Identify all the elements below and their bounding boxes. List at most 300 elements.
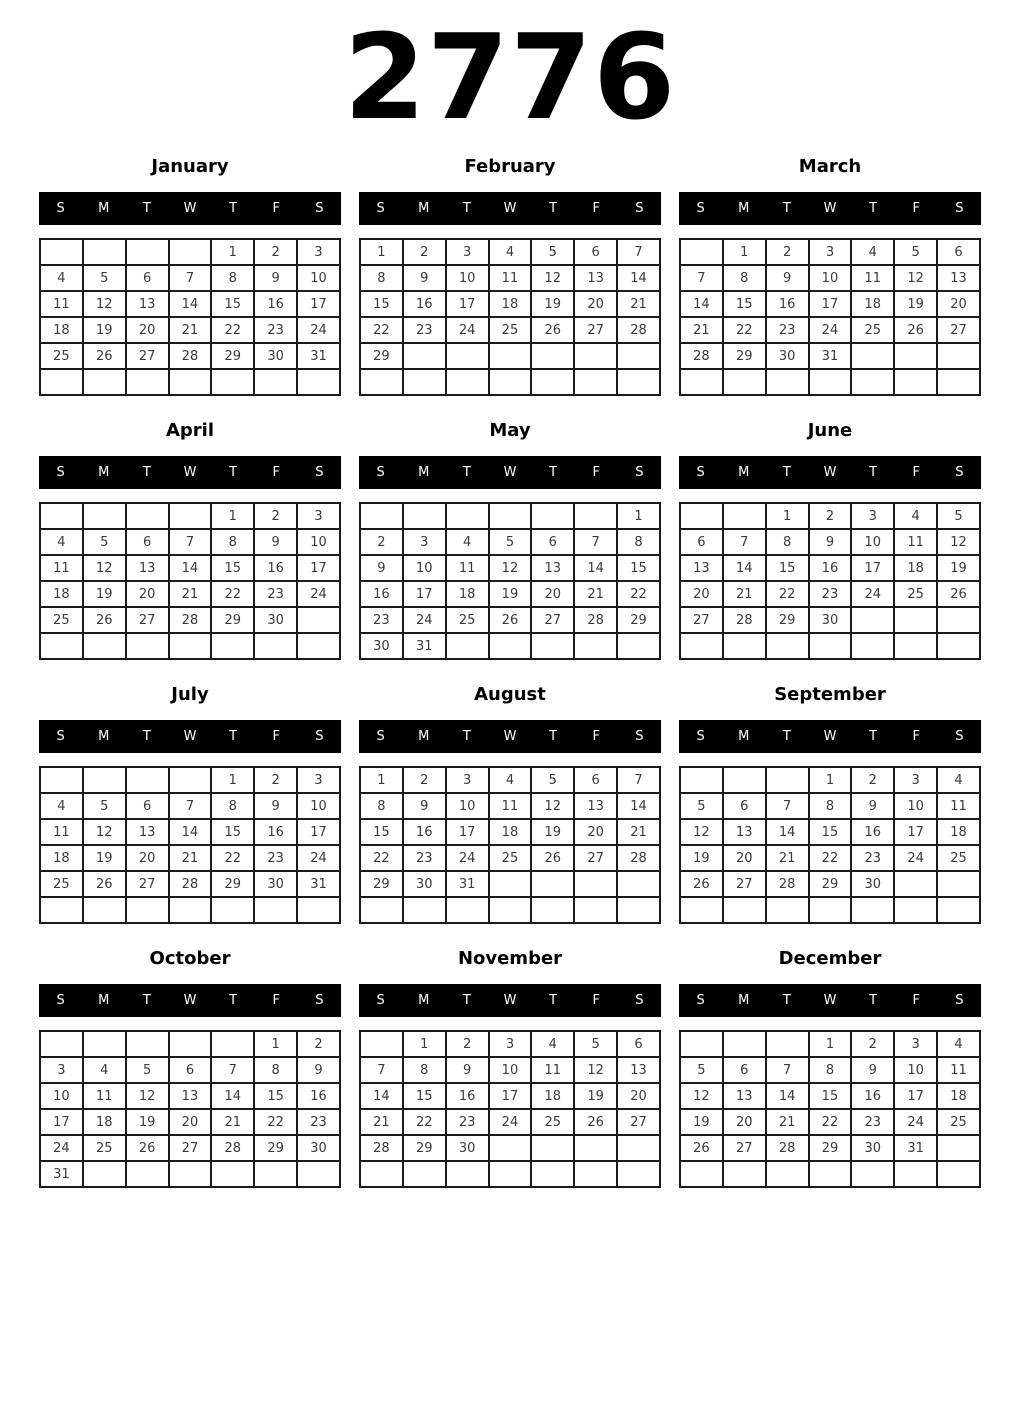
day-cell: 29 xyxy=(360,871,403,897)
day-cell: 30 xyxy=(766,343,809,369)
weekday-label: M xyxy=(418,729,430,744)
day-cell: 28 xyxy=(360,1135,403,1161)
week-row xyxy=(40,871,340,897)
day-cell: 27 xyxy=(126,343,169,369)
month-block xyxy=(679,684,981,924)
day-cell: 27 xyxy=(126,871,169,897)
day-cell: 13 xyxy=(169,1083,212,1109)
day-cell: 4 xyxy=(851,239,894,265)
day-cell: 31 xyxy=(809,343,852,369)
week-row xyxy=(360,369,660,395)
day-cell-empty xyxy=(680,1031,723,1057)
weekday-label: F xyxy=(272,465,281,480)
week-row xyxy=(360,633,660,659)
day-cell: 18 xyxy=(851,291,894,317)
day-cell-empty xyxy=(531,633,574,659)
day-cell: 6 xyxy=(723,1057,766,1083)
month-title: January xyxy=(151,156,229,177)
day-cell: 17 xyxy=(40,1109,83,1135)
day-cell-empty xyxy=(894,871,937,897)
day-cell: 10 xyxy=(297,529,340,555)
day-cell: 3 xyxy=(489,1031,532,1057)
month-title: March xyxy=(798,156,862,177)
month-block xyxy=(359,684,661,924)
day-cell-empty xyxy=(937,1161,980,1187)
day-cell: 5 xyxy=(83,265,126,291)
day-cell: 3 xyxy=(851,503,894,529)
day-cell: 27 xyxy=(169,1135,212,1161)
day-cell-empty xyxy=(894,897,937,923)
day-cell: 23 xyxy=(403,317,446,343)
day-cell: 24 xyxy=(894,1109,937,1135)
day-cell: 3 xyxy=(403,529,446,555)
day-cell: 10 xyxy=(809,265,852,291)
day-cell-empty xyxy=(254,897,297,923)
day-cell: 29 xyxy=(809,871,852,897)
month-day-grid xyxy=(679,1030,981,1188)
week-row xyxy=(40,1031,340,1057)
day-cell: 9 xyxy=(254,265,297,291)
week-row xyxy=(40,793,340,819)
day-cell: 30 xyxy=(254,871,297,897)
day-cell-empty xyxy=(126,897,169,923)
day-cell: 19 xyxy=(894,291,937,317)
day-cell: 19 xyxy=(83,317,126,343)
day-cell: 11 xyxy=(531,1057,574,1083)
day-cell-empty xyxy=(446,503,489,529)
weekday-label: W xyxy=(823,201,837,216)
day-cell: 14 xyxy=(169,555,212,581)
day-cell: 23 xyxy=(766,317,809,343)
day-cell: 6 xyxy=(169,1057,212,1083)
month-day-grid xyxy=(39,238,341,396)
day-cell: 2 xyxy=(446,1031,489,1057)
week-row xyxy=(680,793,980,819)
day-cell: 31 xyxy=(894,1135,937,1161)
day-cell-empty xyxy=(937,897,980,923)
day-cell-empty xyxy=(851,1161,894,1187)
day-cell: 18 xyxy=(937,1083,980,1109)
day-cell: 7 xyxy=(680,265,723,291)
day-cell: 26 xyxy=(531,845,574,871)
day-cell: 25 xyxy=(531,1109,574,1135)
week-row xyxy=(360,819,660,845)
day-cell: 21 xyxy=(617,819,660,845)
month-day-grid xyxy=(359,502,661,660)
day-cell: 24 xyxy=(297,581,340,607)
day-cell-empty xyxy=(680,1161,723,1187)
day-cell: 25 xyxy=(40,607,83,633)
month-title: December xyxy=(778,948,882,969)
day-cell: 15 xyxy=(617,555,660,581)
day-cell-empty xyxy=(809,369,852,395)
day-cell: 16 xyxy=(403,291,446,317)
day-cell-empty xyxy=(254,369,297,395)
day-cell-empty xyxy=(83,239,126,265)
day-cell: 9 xyxy=(360,555,403,581)
day-cell: 2 xyxy=(254,767,297,793)
weekday-label: W xyxy=(503,993,517,1008)
week-row xyxy=(360,1057,660,1083)
day-cell: 25 xyxy=(446,607,489,633)
day-cell: 2 xyxy=(360,529,403,555)
weekday-header-row xyxy=(39,720,341,753)
day-cell: 13 xyxy=(126,291,169,317)
day-cell: 28 xyxy=(617,317,660,343)
day-cell: 30 xyxy=(851,1135,894,1161)
day-cell-empty xyxy=(809,633,852,659)
day-cell: 12 xyxy=(83,291,126,317)
day-cell-empty xyxy=(766,1031,809,1057)
month-block xyxy=(679,420,981,660)
day-cell-empty xyxy=(446,1161,489,1187)
weekday-label: M xyxy=(98,729,110,744)
day-cell: 24 xyxy=(809,317,852,343)
day-cell-empty xyxy=(809,897,852,923)
week-row xyxy=(40,581,340,607)
day-cell: 5 xyxy=(83,793,126,819)
day-cell-empty xyxy=(617,1135,660,1161)
month-title: April xyxy=(165,420,215,441)
weekday-label: T xyxy=(869,201,878,216)
day-cell-empty xyxy=(254,1161,297,1187)
day-cell-empty xyxy=(83,897,126,923)
day-cell: 4 xyxy=(40,529,83,555)
day-cell: 31 xyxy=(446,871,489,897)
month-block xyxy=(39,684,341,924)
day-cell-empty xyxy=(446,343,489,369)
day-cell-empty xyxy=(211,633,254,659)
weekday-label: S xyxy=(315,201,324,216)
weekday-label: S xyxy=(955,993,964,1008)
day-cell-empty xyxy=(574,871,617,897)
month-block xyxy=(359,420,661,660)
day-cell: 9 xyxy=(254,529,297,555)
day-cell: 23 xyxy=(254,581,297,607)
day-cell: 20 xyxy=(617,1083,660,1109)
day-cell: 16 xyxy=(297,1083,340,1109)
day-cell: 5 xyxy=(489,529,532,555)
day-cell-empty xyxy=(531,897,574,923)
day-cell: 7 xyxy=(617,767,660,793)
weekday-label: T xyxy=(782,465,791,480)
week-row xyxy=(40,633,340,659)
day-cell: 19 xyxy=(126,1109,169,1135)
day-cell: 1 xyxy=(211,239,254,265)
day-cell: 20 xyxy=(531,581,574,607)
week-row xyxy=(360,1109,660,1135)
weekday-label: W xyxy=(183,465,197,480)
day-cell: 23 xyxy=(851,1109,894,1135)
day-cell: 16 xyxy=(254,291,297,317)
day-cell-empty xyxy=(809,1161,852,1187)
month-day-grid xyxy=(39,502,341,660)
weekday-label: S xyxy=(315,993,324,1008)
day-cell: 29 xyxy=(809,1135,852,1161)
day-cell: 27 xyxy=(574,317,617,343)
day-cell: 1 xyxy=(766,503,809,529)
month-block xyxy=(39,156,341,396)
day-cell: 7 xyxy=(766,1057,809,1083)
day-cell: 19 xyxy=(531,291,574,317)
weekday-label: W xyxy=(823,993,837,1008)
months-grid xyxy=(0,138,1020,1188)
day-cell: 18 xyxy=(40,317,83,343)
day-cell: 19 xyxy=(680,845,723,871)
day-cell-empty xyxy=(531,871,574,897)
day-cell: 15 xyxy=(766,555,809,581)
day-cell-empty xyxy=(574,503,617,529)
day-cell: 20 xyxy=(126,845,169,871)
day-cell: 11 xyxy=(894,529,937,555)
week-row xyxy=(360,1083,660,1109)
weekday-label: S xyxy=(696,993,705,1008)
week-row xyxy=(40,291,340,317)
day-cell: 6 xyxy=(574,239,617,265)
weekday-label: S xyxy=(376,201,385,216)
day-cell: 21 xyxy=(574,581,617,607)
day-cell: 7 xyxy=(617,239,660,265)
day-cell-empty xyxy=(446,633,489,659)
day-cell: 24 xyxy=(489,1109,532,1135)
day-cell: 8 xyxy=(254,1057,297,1083)
day-cell: 12 xyxy=(83,555,126,581)
day-cell: 11 xyxy=(489,265,532,291)
week-row xyxy=(40,1083,340,1109)
day-cell: 3 xyxy=(894,767,937,793)
day-cell-empty xyxy=(254,633,297,659)
day-cell-empty xyxy=(894,1161,937,1187)
week-row xyxy=(680,819,980,845)
week-row xyxy=(360,529,660,555)
weekday-label: S xyxy=(635,465,644,480)
day-cell: 9 xyxy=(766,265,809,291)
day-cell: 13 xyxy=(723,819,766,845)
weekday-header-row xyxy=(679,720,981,753)
week-row xyxy=(360,581,660,607)
day-cell: 8 xyxy=(211,265,254,291)
day-cell: 21 xyxy=(169,317,212,343)
day-cell: 30 xyxy=(254,607,297,633)
day-cell: 25 xyxy=(40,871,83,897)
day-cell-empty xyxy=(937,633,980,659)
day-cell: 23 xyxy=(403,845,446,871)
day-cell-empty xyxy=(403,369,446,395)
day-cell-empty xyxy=(489,871,532,897)
day-cell: 4 xyxy=(937,767,980,793)
day-cell-empty xyxy=(723,503,766,529)
day-cell: 15 xyxy=(809,819,852,845)
day-cell-empty xyxy=(766,767,809,793)
week-row xyxy=(680,607,980,633)
day-cell-empty xyxy=(531,343,574,369)
day-cell: 14 xyxy=(617,265,660,291)
week-row xyxy=(40,897,340,923)
day-cell: 30 xyxy=(360,633,403,659)
day-cell: 22 xyxy=(360,845,403,871)
weekday-label: M xyxy=(98,993,110,1008)
day-cell: 4 xyxy=(894,503,937,529)
week-row xyxy=(680,369,980,395)
day-cell-empty xyxy=(169,1031,212,1057)
day-cell: 15 xyxy=(211,819,254,845)
day-cell: 28 xyxy=(680,343,723,369)
weekday-label: S xyxy=(635,201,644,216)
week-row xyxy=(680,529,980,555)
day-cell: 3 xyxy=(446,767,489,793)
weekday-label: T xyxy=(782,729,791,744)
day-cell: 21 xyxy=(169,581,212,607)
day-cell-empty xyxy=(680,633,723,659)
day-cell: 28 xyxy=(169,343,212,369)
day-cell: 12 xyxy=(574,1057,617,1083)
weekday-label: T xyxy=(549,465,558,480)
day-cell-empty xyxy=(40,369,83,395)
day-cell: 13 xyxy=(723,1083,766,1109)
month-title: July xyxy=(171,684,209,705)
day-cell: 24 xyxy=(40,1135,83,1161)
day-cell: 15 xyxy=(360,291,403,317)
day-cell-empty xyxy=(40,633,83,659)
day-cell: 15 xyxy=(403,1083,446,1109)
weekday-label: F xyxy=(912,729,921,744)
day-cell: 20 xyxy=(937,291,980,317)
day-cell: 4 xyxy=(446,529,489,555)
day-cell: 17 xyxy=(894,1083,937,1109)
day-cell: 2 xyxy=(809,503,852,529)
week-row xyxy=(40,1109,340,1135)
day-cell-empty xyxy=(531,503,574,529)
day-cell: 23 xyxy=(851,845,894,871)
day-cell: 12 xyxy=(937,529,980,555)
weekday-header-row xyxy=(359,456,661,489)
day-cell: 10 xyxy=(40,1083,83,1109)
weekday-label: W xyxy=(183,993,197,1008)
day-cell: 18 xyxy=(40,581,83,607)
day-cell: 21 xyxy=(360,1109,403,1135)
week-row xyxy=(680,239,980,265)
day-cell-empty xyxy=(617,369,660,395)
week-row xyxy=(40,529,340,555)
day-cell: 13 xyxy=(126,555,169,581)
day-cell-empty xyxy=(894,607,937,633)
day-cell: 28 xyxy=(617,845,660,871)
day-cell: 23 xyxy=(297,1109,340,1135)
day-cell: 12 xyxy=(531,793,574,819)
day-cell: 30 xyxy=(403,871,446,897)
week-row xyxy=(360,1135,660,1161)
day-cell-empty xyxy=(937,343,980,369)
day-cell-empty xyxy=(851,633,894,659)
day-cell-empty xyxy=(211,1031,254,1057)
day-cell: 29 xyxy=(360,343,403,369)
week-row xyxy=(360,265,660,291)
day-cell: 11 xyxy=(83,1083,126,1109)
day-cell-empty xyxy=(83,767,126,793)
day-cell-empty xyxy=(403,897,446,923)
day-cell-empty xyxy=(169,633,212,659)
day-cell-empty xyxy=(574,1135,617,1161)
day-cell: 26 xyxy=(574,1109,617,1135)
day-cell-empty xyxy=(894,633,937,659)
day-cell: 22 xyxy=(360,317,403,343)
day-cell: 22 xyxy=(617,581,660,607)
day-cell: 19 xyxy=(531,819,574,845)
day-cell-empty xyxy=(446,897,489,923)
weekday-label: T xyxy=(869,465,878,480)
day-cell: 14 xyxy=(360,1083,403,1109)
week-row xyxy=(360,845,660,871)
weekday-label: S xyxy=(315,729,324,744)
day-cell: 29 xyxy=(403,1135,446,1161)
weekday-label: F xyxy=(272,993,281,1008)
day-cell: 18 xyxy=(531,1083,574,1109)
day-cell: 24 xyxy=(894,845,937,871)
weekday-label: S xyxy=(376,993,385,1008)
weekday-label: S xyxy=(696,201,705,216)
day-cell-empty xyxy=(617,343,660,369)
weekday-label: S xyxy=(315,465,324,480)
week-row xyxy=(680,343,980,369)
day-cell: 10 xyxy=(297,265,340,291)
weekday-label: T xyxy=(229,201,238,216)
day-cell: 26 xyxy=(531,317,574,343)
day-cell: 11 xyxy=(937,1057,980,1083)
day-cell: 11 xyxy=(489,793,532,819)
day-cell: 31 xyxy=(40,1161,83,1187)
week-row xyxy=(40,503,340,529)
day-cell: 12 xyxy=(680,1083,723,1109)
week-row xyxy=(360,767,660,793)
day-cell: 13 xyxy=(937,265,980,291)
day-cell: 4 xyxy=(489,239,532,265)
day-cell: 20 xyxy=(126,581,169,607)
day-cell: 21 xyxy=(680,317,723,343)
weekday-header-row xyxy=(679,984,981,1017)
day-cell: 12 xyxy=(489,555,532,581)
day-cell: 16 xyxy=(766,291,809,317)
week-row xyxy=(360,1161,660,1187)
month-day-grid xyxy=(679,502,981,660)
weekday-label: T xyxy=(229,993,238,1008)
day-cell-empty xyxy=(360,897,403,923)
day-cell: 28 xyxy=(723,607,766,633)
day-cell-empty xyxy=(937,1135,980,1161)
day-cell: 29 xyxy=(211,871,254,897)
day-cell: 7 xyxy=(211,1057,254,1083)
day-cell: 26 xyxy=(126,1135,169,1161)
day-cell: 30 xyxy=(446,1135,489,1161)
day-cell: 5 xyxy=(83,529,126,555)
day-cell: 11 xyxy=(40,291,83,317)
day-cell: 26 xyxy=(83,607,126,633)
weekday-label: F xyxy=(592,729,601,744)
day-cell: 15 xyxy=(254,1083,297,1109)
day-cell: 27 xyxy=(126,607,169,633)
day-cell: 20 xyxy=(723,1109,766,1135)
day-cell-empty xyxy=(297,897,340,923)
day-cell: 4 xyxy=(489,767,532,793)
week-row xyxy=(40,1057,340,1083)
day-cell: 27 xyxy=(937,317,980,343)
day-cell-empty xyxy=(126,1031,169,1057)
day-cell-empty xyxy=(574,343,617,369)
day-cell: 17 xyxy=(297,555,340,581)
day-cell: 17 xyxy=(851,555,894,581)
day-cell-empty xyxy=(680,369,723,395)
day-cell: 18 xyxy=(489,291,532,317)
day-cell: 17 xyxy=(894,819,937,845)
